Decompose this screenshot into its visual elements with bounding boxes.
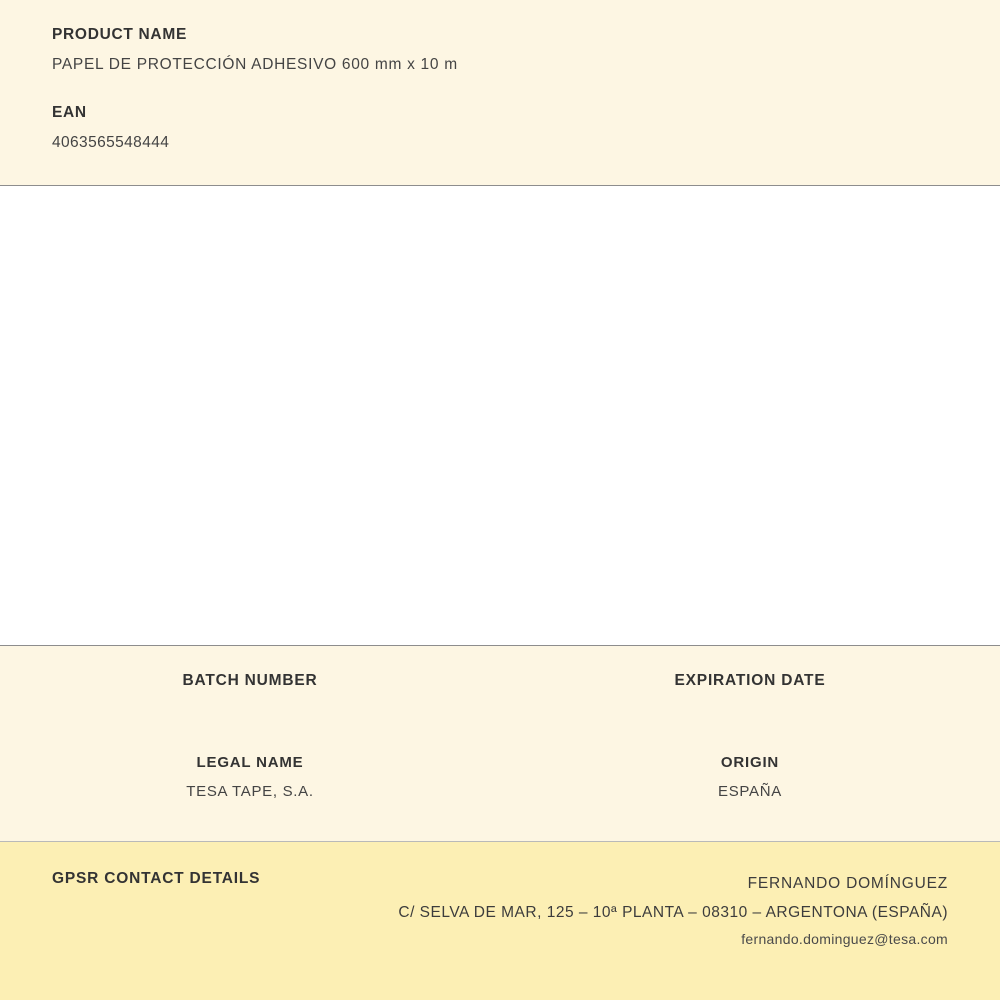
product-name-field: [52, 26, 948, 74]
gpsr-contact-label: GPSR CONTACT DETAILS: [52, 870, 261, 887]
gpsr-contact-details: [398, 870, 948, 953]
ean-label: EAN: [52, 104, 87, 121]
legal-name-value: TESA TAPE, S.A.: [186, 783, 314, 800]
product-name-label: PRODUCT NAME: [52, 26, 187, 43]
product-info-section: [0, 0, 1000, 186]
gpsr-contact-email[interactable]: fernando.dominguez@tesa.com: [741, 931, 948, 948]
batch-expiration-row: [0, 672, 1000, 690]
gpsr-contact-name: FERNANDO DOMÍNGUEZ: [747, 875, 948, 892]
expiration-date-column: [500, 672, 1000, 690]
batch-details-section: [0, 646, 1000, 842]
origin-label: ORIGIN: [720, 754, 780, 771]
blank-content-area: [0, 186, 1000, 646]
legal-origin-row: [0, 754, 1000, 800]
product-name-value: PAPEL DE PROTECCIÓN ADHESIVO 600 mm x 10 m: [52, 56, 458, 73]
legal-name-column: [0, 754, 500, 800]
ean-field: [52, 104, 948, 152]
ean-value: 4063565548444: [52, 134, 170, 151]
expiration-date-label: EXPIRATION DATE: [674, 672, 826, 689]
origin-value: ESPAÑA: [718, 783, 782, 800]
batch-number-label: BATCH NUMBER: [182, 672, 318, 689]
batch-number-column: [0, 672, 500, 690]
gpsr-contact-section: [0, 842, 1000, 1000]
origin-column: [500, 754, 1000, 800]
legal-name-label: LEGAL NAME: [196, 754, 304, 771]
gpsr-contact-address: C/ SELVA DE MAR, 125 – 10ª PLANTA – 08310 – ARGENTONA (ESPAÑA): [398, 903, 948, 921]
